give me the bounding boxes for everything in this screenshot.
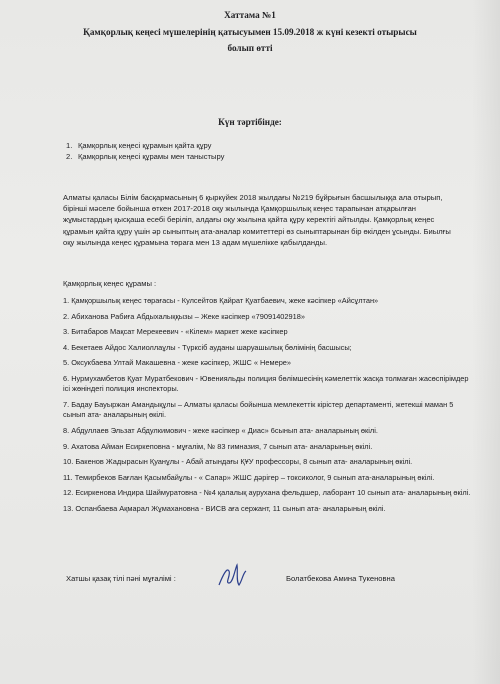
member-item: 2. Абиханова Рабиға Абдыхалыққызы – Жеке кәсіпкер «79091402918» [63, 311, 305, 321]
member-item: 3. Битабаров Мақсат Мерекеевич - «Кілем» маркет жеке кәсіпкер [63, 327, 288, 337]
doc-subtitle: Қамқорлық кеңесі мүшелерінің қатысуымен 15.09.2018 ж күні кезекті отырысы [83, 27, 417, 37]
member-item: 10. Бакенов Жадырасын Қуанұлы - Абай атындағы ҚҰУ профессоры, 8 сынып ата- аналарының өкілі. [63, 457, 413, 467]
agenda-item [66, 140, 224, 151]
secretary-name: Болатбекова Амина Тукеновна [286, 574, 395, 583]
member-item: 11. Темирбеков Бағлан Қасымбайұлы - « Сапар» ЖШС дәрігер – токсиколог, 9 сынып ата-аналарының өкілі. [63, 472, 435, 482]
intro-paragraph: Алматы қаласы Білім басқармасының 6 қыркүйек 2018 жылдағы №219 бұйрығын басшылыққа ала отырып, бірінші мәселе бойынша өткен 2017-2018 оқу жылында Қамқоршылық кеңес тарапынан атқарылған жұмыстардың қысқаша есебі беріліп, алдағы оқу жылына қайта құру керектігі айтылды. Қамқорлық кеңес құрамын қайта құру үшін әр сыныптың ата-аналар комитеттері өз сыныптарынан бір өкілден ұсынды. Биылғы оқу жылында кеңес құрамына төрага мен 13 адам мүшелікке қабылданды. [63, 193, 451, 247]
agenda-item-number: 1. [66, 141, 73, 150]
members-list [63, 296, 473, 520]
member-item: 5. Оксукбаева Ултай Макашевна - жеке кәсіпкер, ЖШС « Немере» [63, 358, 292, 368]
member-item: 1. Қамқоршылық кеңес төрағасы - Кулсейтов Қайрат Қуатбаевич, жеке кәсіпкер «Айсұлтан» [63, 296, 379, 305]
member-item: 6. Нурмухамбетов Қуат Муратбекович - Ювенияльды полиция бөлімшесінің кәмелеттік жасқа толмаған жасөспірімдер ісі жөніндегі полиция инспекторы. [63, 373, 469, 394]
agenda-list [66, 140, 224, 162]
member-item: 4. Бекетаев Айдос Халиоллаұлы - Түрксіб ауданы шаруашылық бөлімінің басшысы; [63, 342, 352, 352]
secretary-label: Хатшы қазақ тілі пәні мұғалімі : [66, 574, 176, 583]
agenda-item-number: 2. [66, 152, 73, 161]
agenda-heading: Күн тәртібінде: [218, 117, 282, 127]
agenda-item [66, 151, 224, 162]
doc-subtitle-cont: болып өтті [227, 43, 273, 53]
member-item: 13. Оспанбаева Ақмарал Жұмахановна - ВИСВ аға сержант, 11 сынып ата- аналарының өкілі. [63, 503, 386, 513]
page-shadow [472, 0, 500, 684]
member-item: 12. Есиркенова Индира Шаймуратовна - №4 қалалық аурухана фельдшер, лаборант 10 сынып ата- аналарының өкілі. [63, 488, 471, 498]
agenda-item-text: Қамқорлық кеңесі құрамы мен таныстыру [78, 152, 225, 161]
members-heading: Қамқорлық кеңес құрамы : [63, 279, 157, 288]
member-item: 9. Ахатова Айман Есиркеповна - мұғалім, № 83 гимназия, 7 сынып ата- аналарының өкілі. [63, 441, 373, 451]
doc-title: Хаттама №1 [224, 10, 276, 20]
agenda-item-text: Қамқорлық кеңесі құрамын қайта құру [78, 141, 212, 150]
member-item: 7. Бадау Бауыржан Амандықұлы – Алматы қаласы бойынша мемлекеттік кірістер департаменті, жетекші маман 5 сынып ата- аналарының өкілі. [63, 399, 454, 420]
handwritten-signature-icon [215, 561, 251, 591]
member-item: 8. Абдуллаев Эльзат Абдулкимович - жеке кәсіпкер « Диас» 6сынып ата- аналарының өкілі. [63, 425, 378, 435]
